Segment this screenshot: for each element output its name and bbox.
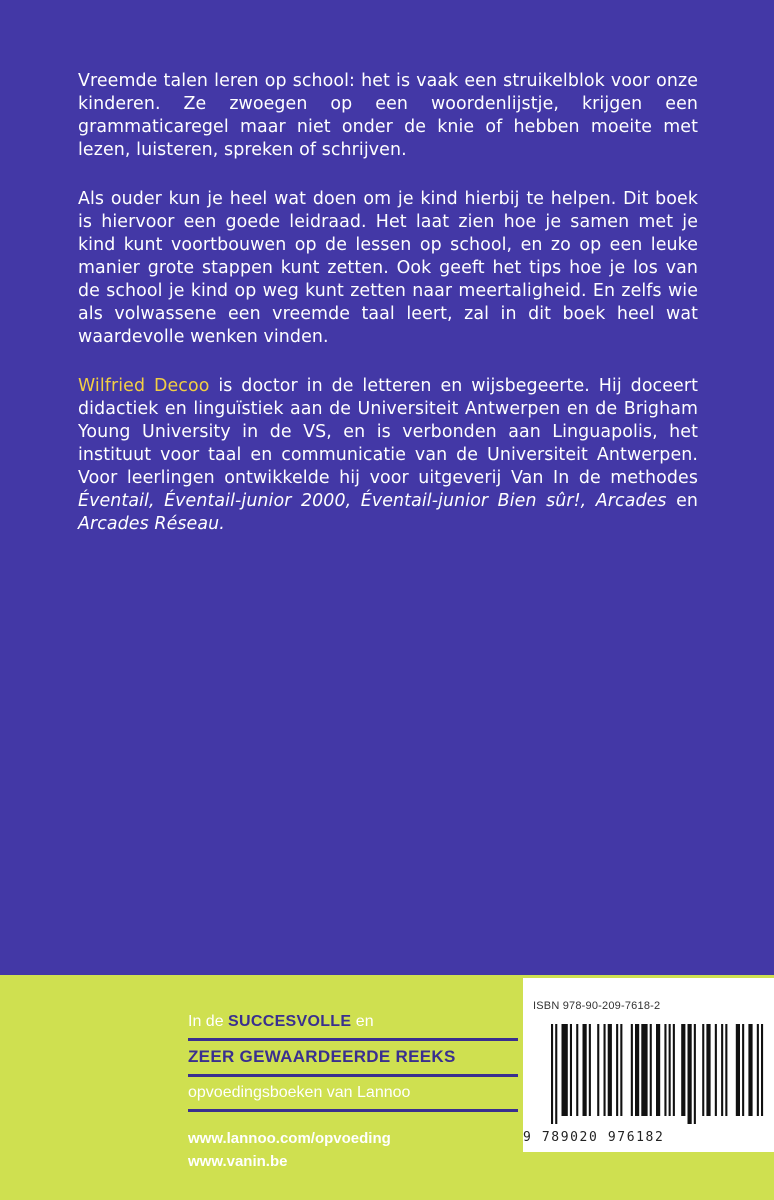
blurb-paragraph-2: Als ouder kun je heel wat doen om je kind hierbij te helpen. Dit boek is hiervoor een goede leidraad. Het laat zien hoe je samen met je kind kunt voortbouwen op de lessen op school, en zo op een leuke manier grote stappen kunt zetten. Ook geeft het tips hoe je los van de school je kind op weg kunt zetten naar meertaligheid. En zelfs wie als volwassene een vreemde taal leert, zal in dit boek heel wat waardevolle wenken vinden.: [78, 189, 698, 347]
isbn-label: ISBN 978-90-209-7618-2: [533, 1000, 661, 1012]
method-conjunction: en: [666, 491, 698, 511]
barcode-digits: 9 789020 976182: [523, 1130, 665, 1145]
author-bio-paragraph: [78, 375, 698, 536]
series-prefix: In de: [188, 1013, 229, 1030]
series-line-2: [188, 1046, 518, 1077]
author-name: Wilfried Decoo: [78, 376, 210, 396]
blurb: [78, 70, 698, 562]
url-vanin[interactable]: www.vanin.be: [188, 1153, 288, 1170]
author-bio: is doctor in de letteren en wijsbegeerte. Hij doceert didactiek en linguïstiek aan de Universiteit Antwerpen en de Brigham Young University in de VS, en is verbonden aan Linguapolis, het instituut voor taal en communicatie van de Universiteit Antwerpen. Voor leerlingen ontwikkelde hij voor uitgeverij Van In de methodes: [78, 376, 698, 488]
series-highlight-1: SUCCESVOLLE: [228, 1013, 352, 1030]
blurb-paragraph-1: Vreemde talen leren op school: het is vaak een struikelblok voor onze kinderen. Ze zwoegen op een woordenlijstje, krijgen een grammaticaregel maar niet onder de knie of hebben moeite met lezen, luisteren, spreken of schrijven.: [78, 71, 698, 160]
url-list: [188, 1127, 391, 1173]
url-lannoo[interactable]: www.lannoo.com/opvoeding: [188, 1130, 391, 1147]
series-suffix: en: [351, 1013, 374, 1030]
series-line-1: [188, 1011, 518, 1041]
series-highlight-2: ZEER GEWAARDEERDE REEKS: [188, 1047, 456, 1066]
series-line-3: [188, 1082, 518, 1112]
method-title-last: Arcades Réseau.: [78, 514, 225, 534]
series-subtitle: opvoedingsboeken van Lannoo: [188, 1084, 411, 1101]
barcode-box: [523, 978, 774, 1152]
method-titles: Éventail, Éventail-junior 2000, Éventail-junior Bien sûr!, Arcades: [78, 491, 667, 511]
bottom-band: [0, 975, 774, 1200]
series-block: [188, 1011, 518, 1117]
barcode-icon: [533, 1024, 764, 1124]
